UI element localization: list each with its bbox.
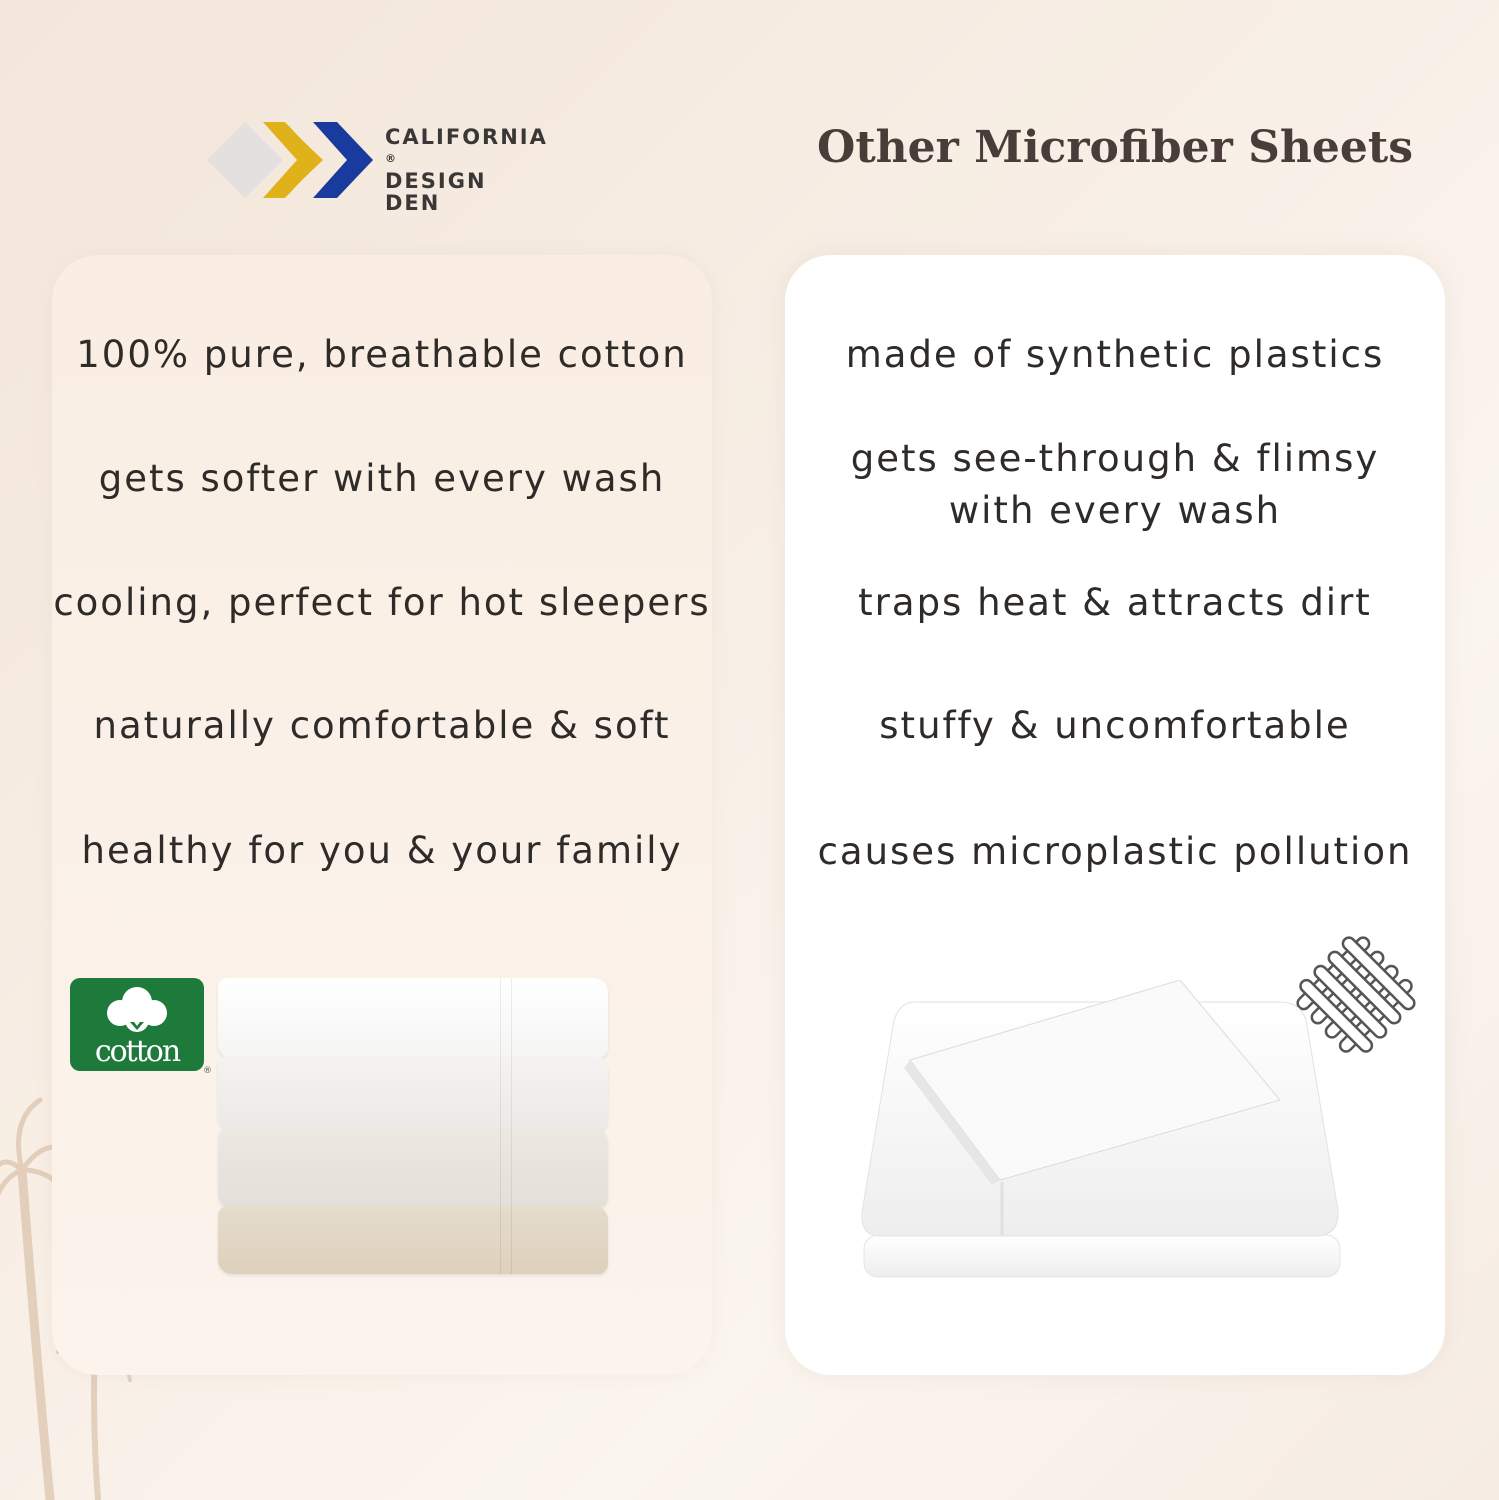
drawback-item: traps heat & attracts dirt xyxy=(858,581,1372,624)
benefit-item: gets softer with every wash xyxy=(98,457,666,500)
brand-logo xyxy=(205,118,565,215)
sheet-beige xyxy=(218,1206,608,1274)
brand-line-2: DESIGN xyxy=(385,169,487,193)
drawback-item-line-2: with every wash xyxy=(948,489,1282,532)
cotton-seal-badge xyxy=(70,978,204,1071)
competitor-title: Other Microfiber Sheets xyxy=(817,122,1413,173)
sheet-hem xyxy=(500,978,512,1058)
drawback-item: causes microplastic pollution xyxy=(817,830,1413,873)
sheet-light-gray xyxy=(218,1056,608,1130)
logo-diamond-gray xyxy=(207,122,283,198)
benefit-item: cooling, perfect for hot sleepers xyxy=(53,581,711,624)
brand-registered-mark: ® xyxy=(385,152,398,165)
stacked-cotton-sheets-image xyxy=(218,978,610,1278)
benefit-item: naturally comfortable & soft xyxy=(93,704,671,747)
drawback-item: stuffy & uncomfortable xyxy=(879,704,1351,747)
drawback-item: made of synthetic plastics xyxy=(845,333,1385,376)
benefit-item: healthy for you & your family xyxy=(81,829,683,872)
microfiber-sheets-image xyxy=(860,980,1344,1280)
sheet-white xyxy=(218,978,608,1058)
sheet-hem xyxy=(500,1128,512,1208)
sheet-ivory xyxy=(218,1128,608,1208)
drawback-item-line-1: gets see-through & flimsy xyxy=(850,437,1380,480)
brand-chevrons-icon xyxy=(205,118,380,202)
cotton-registered-mark: ® xyxy=(203,1066,212,1076)
brand-line-3: DEN xyxy=(385,191,441,215)
drawback-item xyxy=(785,433,1445,537)
cotton-seal-label: cotton xyxy=(94,1034,180,1069)
sheet-hem xyxy=(500,1056,512,1130)
brand-name xyxy=(385,126,548,214)
sheet-hem xyxy=(500,1206,512,1274)
benefit-item: 100% pure, breathable cotton xyxy=(76,333,688,376)
brand-line-1: CALIFORNIA xyxy=(385,125,548,149)
